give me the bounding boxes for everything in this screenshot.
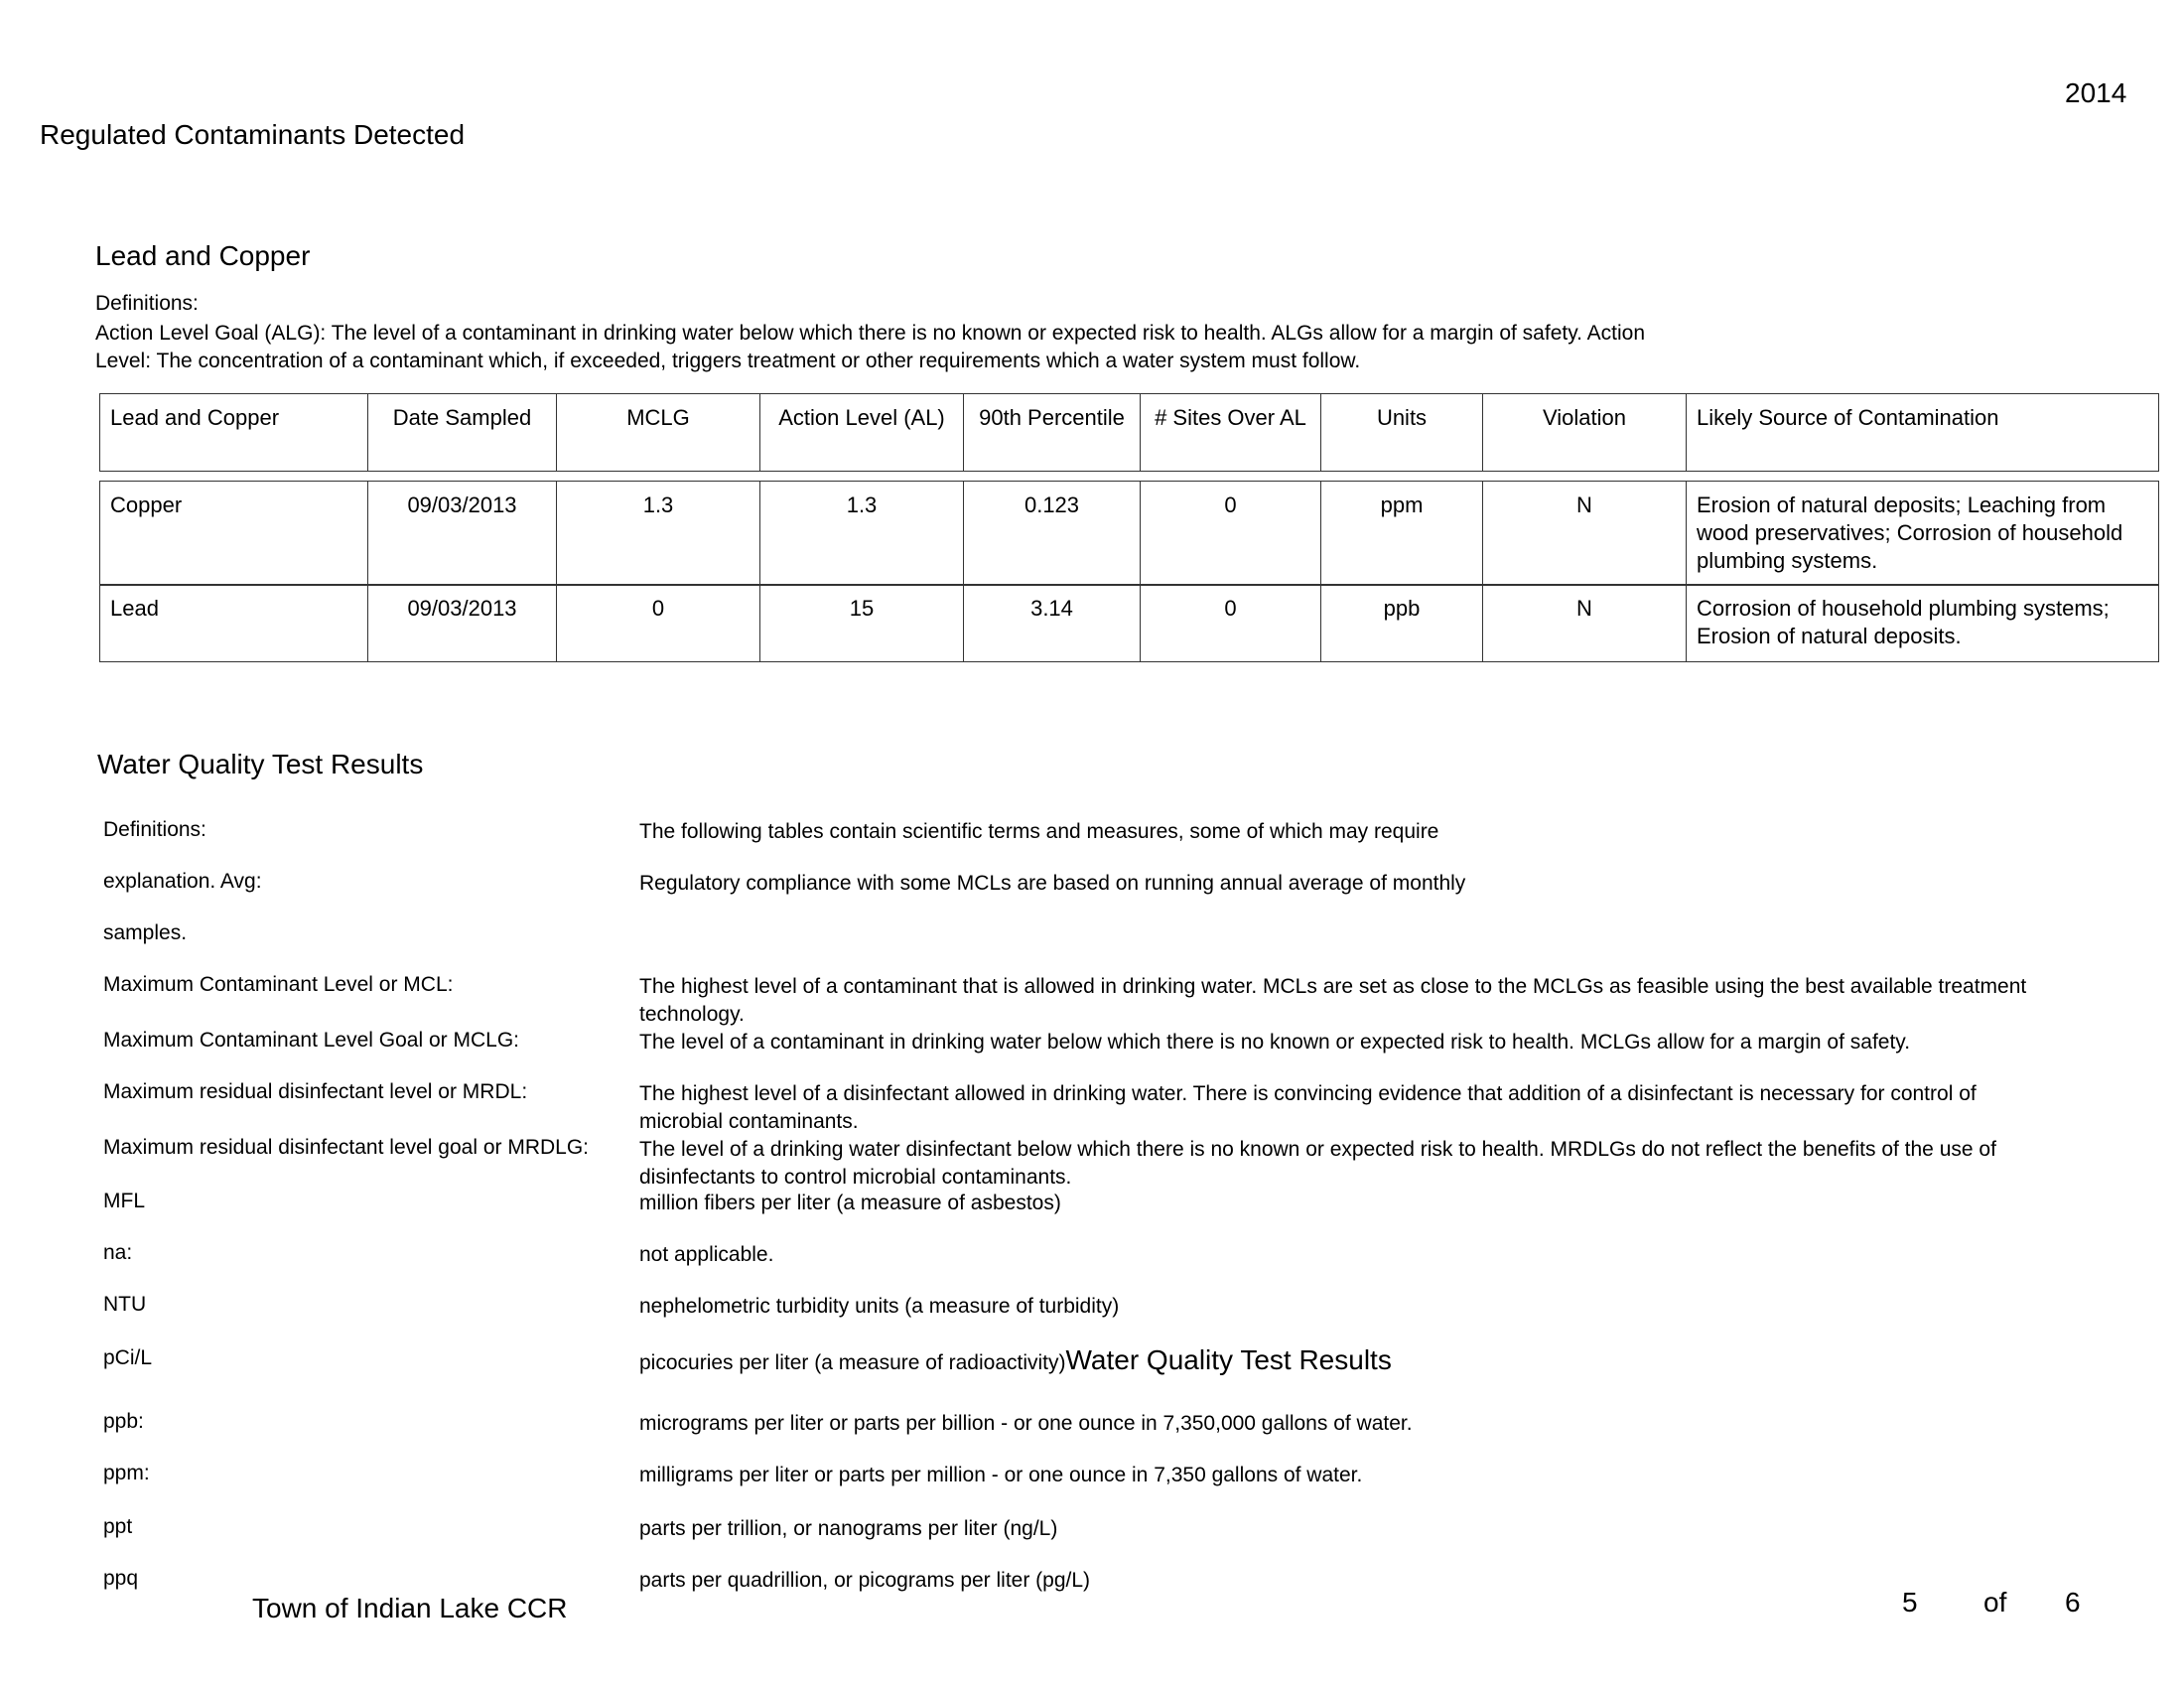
definition-desc: The highest level of a disinfectant allowed in drinking water. There is convincing evidence that addition of a disinfectant is necessary for control of microbial contaminants. bbox=[639, 1082, 1977, 1133]
table-cell: 09/03/2013 bbox=[368, 585, 557, 662]
table-cell: 15 bbox=[760, 585, 964, 662]
definition-desc: milligrams per liter or parts per million - or one ounce in 7,350 gallons of water. bbox=[639, 1464, 1363, 1486]
definition-term: na: bbox=[103, 1241, 133, 1264]
definition-desc: The highest level of a contaminant that is allowed in drinking water. MCLs are set as close to the MCLGs as feasible using the best available treatment technology. bbox=[639, 975, 2027, 1026]
column-header: Violation bbox=[1483, 394, 1687, 472]
column-header: Likely Source of Contamination bbox=[1687, 394, 2159, 472]
definition-term: ppq bbox=[103, 1567, 139, 1590]
table-cell: Copper bbox=[100, 482, 368, 586]
lead-copper-definitions-text: Action Level Goal (ALG): The level of a contaminant in drinking water below which there is no known or expected risk to health. ALGs allow for a margin of safety. Action Level: The concentration of a contaminant which, if exceeded, triggers treatment or other requirements which a water system must follow. bbox=[95, 322, 1646, 372]
definition-term: MFL bbox=[103, 1190, 145, 1212]
copper-row-table bbox=[99, 481, 2159, 586]
column-header: 90th Percentile bbox=[964, 394, 1141, 472]
definition-desc: not applicable. bbox=[639, 1243, 774, 1266]
definition-term: Maximum residual disinfectant level or MRDL: bbox=[103, 1080, 528, 1103]
column-header: # Sites Over AL bbox=[1141, 394, 1321, 472]
table-cell: Lead bbox=[100, 585, 368, 662]
definition-term: Definitions: bbox=[103, 818, 206, 841]
definition-term: Maximum Contaminant Level or MCL: bbox=[103, 973, 454, 996]
table-cell: 0 bbox=[1141, 585, 1321, 662]
table-cell: Corrosion of household plumbing systems; Erosion of natural deposits. bbox=[1687, 585, 2159, 662]
definition-term: samples. bbox=[103, 921, 188, 944]
table-cell: 0 bbox=[1141, 482, 1321, 586]
definition-term: ppb: bbox=[103, 1410, 144, 1433]
table-cell: 0 bbox=[557, 585, 760, 662]
definition-term: pCi/L bbox=[103, 1346, 153, 1369]
water-quality-title: Water Quality Test Results bbox=[97, 749, 424, 779]
column-header: Date Sampled bbox=[368, 394, 557, 472]
definition-term: ppt bbox=[103, 1515, 133, 1538]
column-header: Lead and Copper bbox=[100, 394, 368, 472]
footer-report-name: Town of Indian Lake CCR bbox=[252, 1593, 568, 1623]
table-cell: 0.123 bbox=[964, 482, 1141, 586]
definition-term: NTU bbox=[103, 1293, 147, 1316]
column-header: MCLG bbox=[557, 394, 760, 472]
definition-desc: parts per quadrillion, or picograms per liter (pg/L) bbox=[639, 1569, 1091, 1592]
page-of-label: of bbox=[1983, 1587, 2007, 1618]
definition-term: Maximum Contaminant Level Goal or MCLG: bbox=[103, 1029, 519, 1052]
table-cell: 1.3 bbox=[760, 482, 964, 586]
definition-desc: The following tables contain scientific terms and measures, some of which may require bbox=[639, 820, 1439, 843]
definition-desc-text: picocuries per liter (a measure of radioactivity) bbox=[639, 1351, 1066, 1374]
definition-term: explanation. Avg: bbox=[103, 870, 262, 893]
table-cell: N bbox=[1483, 482, 1687, 586]
table-cell: ppm bbox=[1321, 482, 1483, 586]
definition-desc: parts per trillion, or nanograms per liter (ng/L) bbox=[639, 1517, 1058, 1540]
definition-desc: The level of a contaminant in drinking water below which there is no known or expected risk to health. MCLGs allow for a margin of safety. bbox=[639, 1031, 1911, 1054]
page-number: 5 bbox=[1902, 1587, 1918, 1618]
page-total: 6 bbox=[2065, 1587, 2081, 1618]
overlapping-section-title: Water Quality Test Results bbox=[1065, 1344, 1392, 1375]
column-header: Action Level (AL) bbox=[760, 394, 964, 472]
table-cell: N bbox=[1483, 585, 1687, 662]
table-cell: 3.14 bbox=[964, 585, 1141, 662]
table-cell: ppb bbox=[1321, 585, 1483, 662]
table-row bbox=[100, 482, 2159, 586]
definition-term: Maximum residual disinfectant level goal or MRDLG: bbox=[103, 1136, 590, 1159]
table-cell: 1.3 bbox=[557, 482, 760, 586]
table-header-row bbox=[100, 394, 2159, 472]
definition-desc: The level of a drinking water disinfectant below which there is no known or expected risk to health. MRDLGs do not reflect the benefits of the use of disinfectants to control microbial contaminants. bbox=[639, 1138, 1996, 1189]
lead-copper-title: Lead and Copper bbox=[95, 240, 311, 271]
lead-copper-header-table bbox=[99, 393, 2159, 472]
definition-desc: million fibers per liter (a measure of asbestos) bbox=[639, 1192, 1061, 1214]
definition-desc: Regulatory compliance with some MCLs are based on running annual average of monthly bbox=[639, 872, 1466, 895]
table-cell: Erosion of natural deposits; Leaching from wood preservatives; Corrosion of household plumbing systems. bbox=[1687, 482, 2159, 586]
lead-row-table bbox=[99, 584, 2159, 662]
definition-desc bbox=[639, 1346, 1392, 1377]
column-header: Units bbox=[1321, 394, 1483, 472]
table-row bbox=[100, 585, 2159, 662]
definition-desc: nephelometric turbidity units (a measure of turbidity) bbox=[639, 1295, 1120, 1318]
definition-desc: micrograms per liter or parts per billion - or one ounce in 7,350,000 gallons of water. bbox=[639, 1412, 1413, 1435]
report-year: 2014 bbox=[2065, 77, 2127, 108]
definition-term: ppm: bbox=[103, 1462, 150, 1484]
table-cell: 09/03/2013 bbox=[368, 482, 557, 586]
section-title: Regulated Contaminants Detected bbox=[40, 119, 466, 150]
lead-copper-definitions-label: Definitions: bbox=[95, 292, 199, 315]
